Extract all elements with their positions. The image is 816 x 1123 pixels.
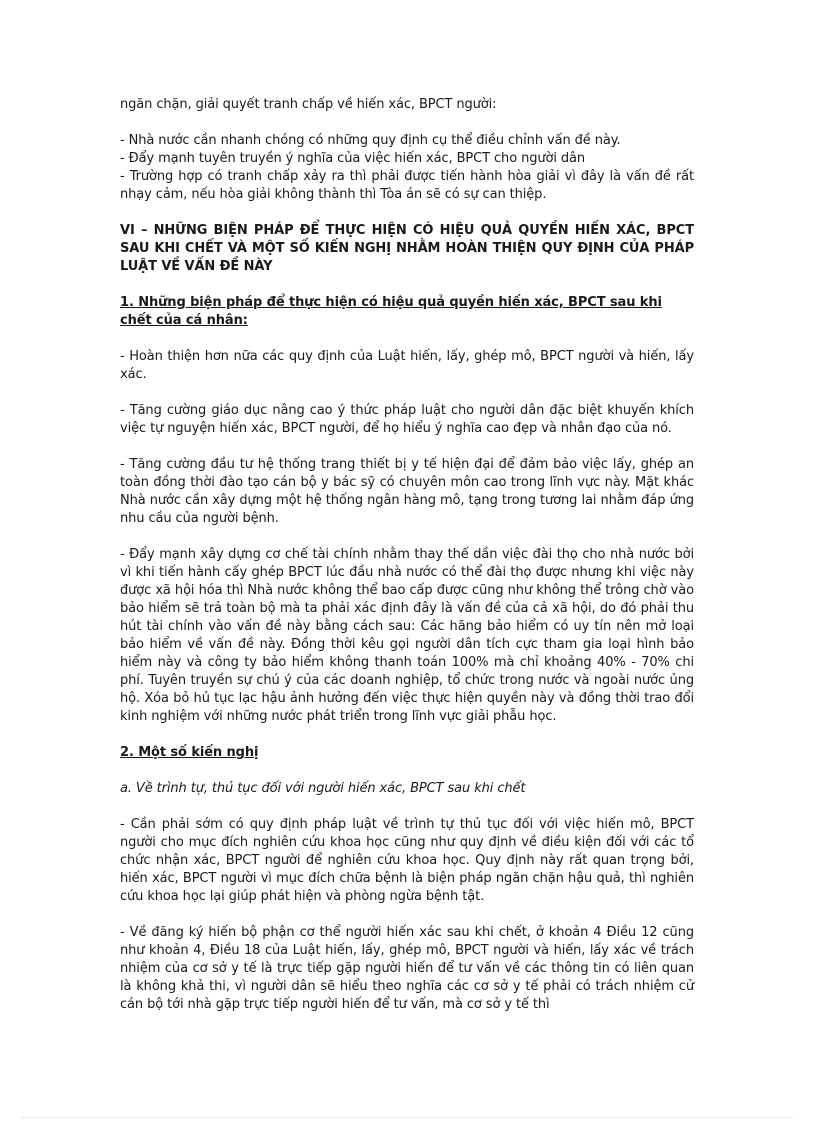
list-item: - Đẩy mạnh tuyên truyền ý nghĩa của việc hiến xác, BPCT cho người dân bbox=[120, 151, 586, 166]
measure-paragraph: - Hoàn thiện hơn nữa các quy định của Luật hiến, lấy, ghép mô, BPCT người và hiến, lấy xác. bbox=[120, 349, 694, 382]
subheading-recommendations: 2. Một số kiến nghị bbox=[120, 745, 259, 760]
recommendation-paragraph: - Cần phải sớm có quy định pháp luật về trình tự thủ tục đối với việc hiến mô, BPCT người cho mục đích nghiên cứu khoa học cũng như quy định về điều kiện đối với các tổ chức nhận xác, BPCT người để nghiên cứu khoa học. Quy định này rất quan trọng bởi, hiến xác, BPCT người vì mục đích chữa bệnh là biện pháp ngăn chặn hậu quả, thì nghiên cứu khoa học lại giúp phát hiện và phòng ngừa bệnh tật. bbox=[120, 817, 694, 904]
intro-paragraph: ngăn chặn, giải quyết tranh chấp về hiến xác, BPCT người: bbox=[120, 97, 497, 112]
subheading-measures: 1. Những biện pháp để thực hiện có hiệu quả quyền hiến xác, BPCT sau khi chết của cá nhân: bbox=[120, 295, 662, 328]
measure-paragraph: - Đẩy mạnh xây dựng cơ chế tài chính nhằm thay thế dần việc đài thọ cho nhà nước bởi vì khi tiến hành cấy ghép BPCT lúc đầu nhà nước có thể đài thọ được nhưng khi việc này được xã hội hóa thì Nhà nước không thể bao cấp được cũng như không thể trông chờ vào bảo hiểm sẽ trả toàn bộ mà ta phải xác định đây là vấn đề của cả xã hội, do đó phải thu hút tài chính vào vấn đề này bằng cách sau: Các hãng bảo hiểm có uy tín nên mở loại bảo hiểm về vấn đề này. Đồng thời kêu gọi người dân tích cực tham gia loại hình bảo hiểm này và công ty bảo hiểm không thanh toán 100% mà chỉ khoảng 40% - 70% chi phí. Tuyên truyền sự chú ý của các doanh nghiệp, tổ chức trong nước và ngoài nước ủng hộ. Xóa bỏ hủ tục lạc hậu ảnh hưởng đến việc thực hiện quyền này và đồng thời trao đổi kinh nghiệm với những nước phát triển trong lĩnh vực giải phẫu học. bbox=[120, 547, 694, 724]
recommendation-paragraph: - Về đăng ký hiến bộ phận cơ thể người hiến xác sau khi chết, ở khoản 4 Điều 12 cũng như khoản 4, Điều 18 của Luật hiến, lấy, ghép mô, BPCT người và hiến, lấy xác về trách nhiệm của cơ sở y tế là trực tiếp gặp người hiến để tư vấn về các thông tin có liên quan là không khả thi, vì người dân sẽ hiểu theo nghĩa các cơ sở y tế phải có trách nhiệm cử cán bộ tới nhà gặp trực tiếp người hiến để tư vấn, mà cơ sở y tế thì bbox=[120, 925, 694, 1012]
page-bottom-border bbox=[22, 1117, 794, 1118]
list-item: - Nhà nước cần nhanh chóng có những quy định cụ thể điều chỉnh vấn đề này. bbox=[120, 133, 621, 148]
document-page bbox=[120, 96, 694, 1032]
subheading-procedure: a. Về trình tự, thủ tục đối với người hiến xác, BPCT sau khi chết bbox=[120, 781, 526, 796]
measure-paragraph: - Tăng cường đầu tư hệ thống trang thiết bị y tế hiện đại để đảm bảo việc lấy, ghép an toàn đồng thời đào tạo cán bộ y bác sỹ có chuyên môn cao trong lĩnh vực này. Mặt khác Nhà nước cần xây dựng một hệ thống ngân hàng mô, tạng trong tương lai nhằm đáp ứng nhu cầu của người bệnh. bbox=[120, 457, 694, 526]
list-item: - Trường hợp có tranh chấp xảy ra thì phải được tiến hành hòa giải vì đây là vấn đề rất nhạy cảm, nếu hòa giải không thành thì Tòa án sẽ có sự can thiệp. bbox=[120, 169, 694, 202]
section-heading: VI – NHỮNG BIỆN PHÁP ĐỂ THỰC HIỆN CÓ HIỆU QUẢ QUYỀN HIẾN XÁC, BPCT SAU KHI CHẾT VÀ MỘT SỐ KIẾN NGHỊ NHẰM HOÀN THIỆN QUY ĐỊNH CỦA PHÁP LUẬT VỀ VẤN ĐỀ NÀY bbox=[120, 223, 694, 274]
measure-paragraph: - Tăng cường giáo dục nâng cao ý thức pháp luật cho người dân đặc biệt khuyến khích việc tự nguyện hiến xác, BPCT người, để họ hiểu ý nghĩa cao đẹp và nhân đạo của nó. bbox=[120, 403, 694, 436]
